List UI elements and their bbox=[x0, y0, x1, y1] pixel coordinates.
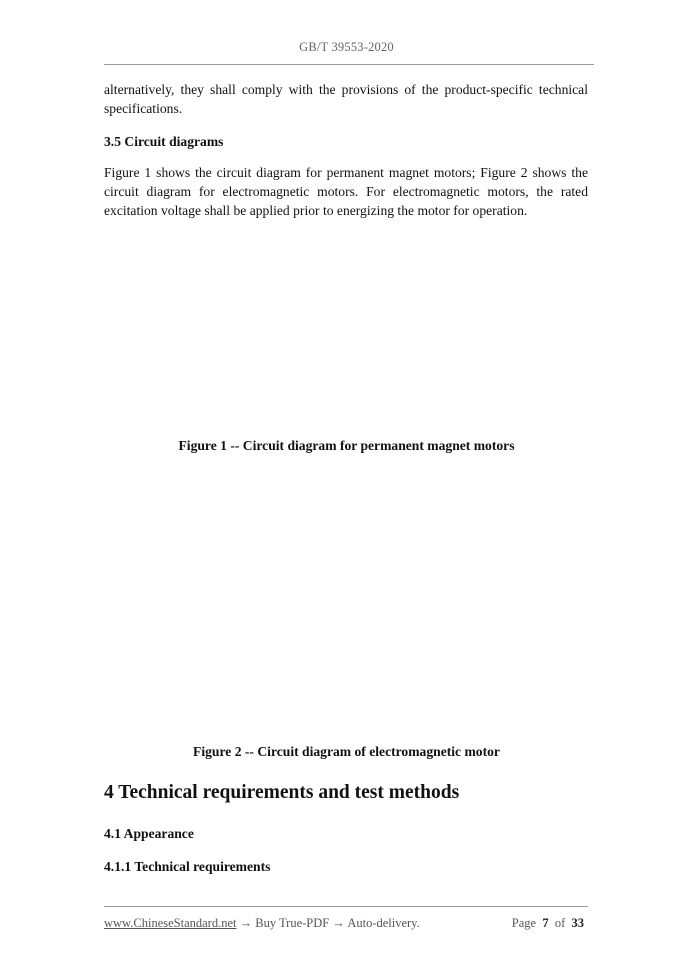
page-total: 33 bbox=[571, 916, 584, 930]
page-number bbox=[512, 916, 584, 931]
figure-2-placeholder bbox=[104, 468, 588, 738]
footer-left bbox=[104, 916, 420, 931]
paragraph-continued: alternatively, they shall comply with the provisions of the product-specific technical specifications. bbox=[104, 82, 588, 116]
section-4-1-1-heading: 4.1.1 Technical requirements bbox=[104, 859, 271, 874]
arrow-right-icon: → bbox=[332, 916, 345, 930]
header-doc-code: GB/T 39553-2020 bbox=[299, 40, 394, 54]
page-current: 7 bbox=[542, 916, 549, 930]
buy-pdf-text: Buy True-PDF bbox=[255, 916, 330, 930]
figure-2-caption: Figure 2 -- Circuit diagram of electromagnetic motor bbox=[193, 744, 500, 759]
figure-1-caption: Figure 1 -- Circuit diagram for permanent magnet motors bbox=[178, 438, 515, 453]
auto-delivery-text: Auto-delivery. bbox=[347, 916, 420, 930]
section-4-1-heading: 4.1 Appearance bbox=[104, 826, 194, 841]
header-divider bbox=[104, 64, 594, 65]
figure-1-placeholder bbox=[104, 228, 588, 428]
section-4-heading: 4 Technical requirements and test methods bbox=[104, 782, 460, 803]
site-link[interactable]: www.ChineseStandard.net bbox=[104, 916, 237, 930]
section-3-5-heading: 3.5 Circuit diagrams bbox=[104, 134, 224, 149]
arrow-right-icon: → bbox=[239, 916, 253, 930]
footer-divider bbox=[104, 906, 588, 907]
section-3-5-paragraph: Figure 1 shows the circuit diagram for permanent magnet motors; Figure 2 shows the circuit diagram for electromagnetic motors. For electromagnetic motors, the rated excitation voltage shall be applied prior to energizing the motor for operation. bbox=[104, 165, 588, 218]
page-of: of bbox=[554, 916, 566, 930]
page-label: Page bbox=[511, 916, 537, 930]
